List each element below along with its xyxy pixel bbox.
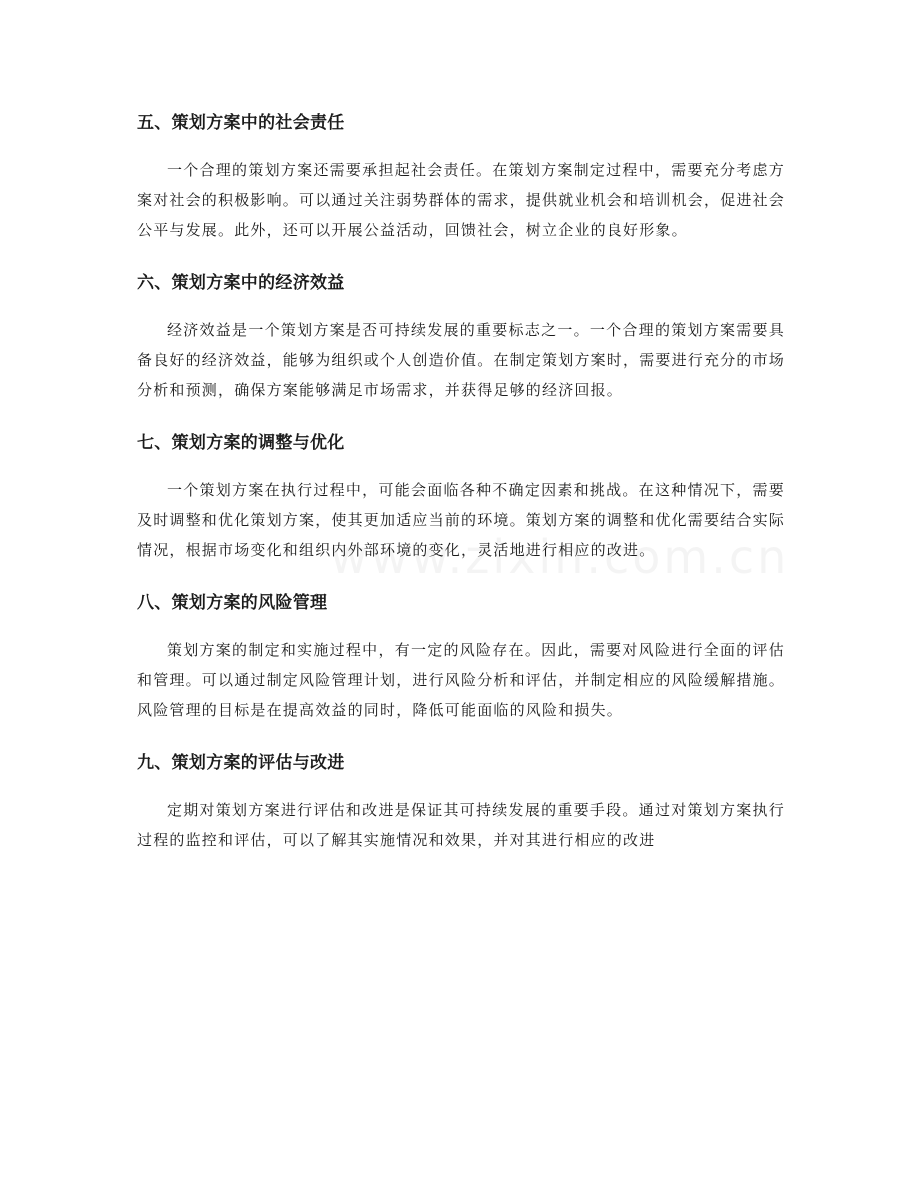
- section-heading-6: 六、策划方案中的经济效益: [137, 273, 345, 293]
- section-heading-9: 九、策划方案的评估与改进: [137, 753, 345, 773]
- section-paragraph-7: 一个策划方案在执行过程中，可能会面临各种不确定因素和挑战。在这种情况下，需要及时调整和优化策划方案，使其更加适应当前的环境。策划方案的调整和优化需要结合实际情况，根据市场变化和组织内外部环境的变化，灵活地进行相应的改进。: [137, 481, 786, 559]
- section-heading-5: 五、策划方案中的社会责任: [137, 113, 345, 133]
- section-heading-8: 八、策划方案的风险管理: [137, 593, 328, 613]
- section-paragraph-9: 定期对策划方案进行评估和改进是保证其可持续发展的重要手段。通过对策划方案执行过程的监控和评估，可以了解其实施情况和效果，并对其进行相应的改进: [137, 801, 785, 849]
- section-heading-7: 七、策划方案的调整与优化: [137, 433, 345, 453]
- section-paragraph-5: 一个合理的策划方案还需要承担起社会责任。在策划方案制定过程中，需要充分考虑方案对社会的积极影响。可以通过关注弱势群体的需求，提供就业机会和培训机会，促进社会公平与发展。此外，还可以开展公益活动，回馈社会，树立企业的良好形象。: [137, 161, 786, 239]
- section-paragraph-6: 经济效益是一个策划方案是否可持续发展的重要标志之一。一个合理的策划方案需要具备良好的经济效益，能够为组织或个人创造价值。在制定策划方案时，需要进行充分的市场分析和预测，确保方案能够满足市场需求，并获得足够的经济回报。: [137, 321, 786, 399]
- document-content: [137, 108, 785, 878]
- section-paragraph-8: 策划方案的制定和实施过程中，有一定的风险存在。因此，需要对风险进行全面的评估和管理。可以通过制定风险管理计划，进行风险分析和评估，并制定相应的风险缓解措施。风险管理的目标是在提高效益的同时，降低可能面临的风险和损失。: [137, 641, 786, 719]
